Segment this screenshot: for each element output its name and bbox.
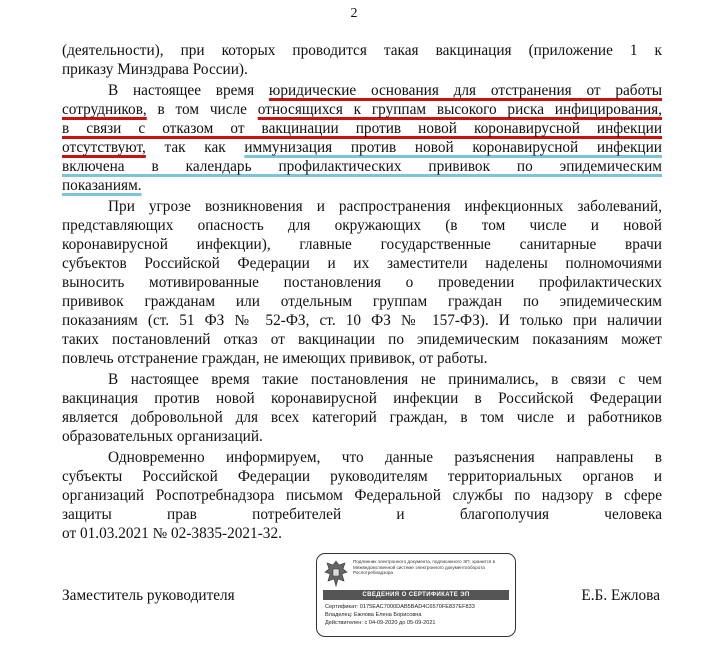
highlighted-text: иммунизация против новой коронавирусной инфекции [244, 139, 662, 156]
text-line: выносить мотивированные постановления о проведении профилактических [62, 274, 662, 291]
text-line: таких постановлений отказ от вакцинации по эпидемическим показаниям может [62, 331, 662, 348]
certificate-validity: Действителен: с 04-09-2020 до 05-09-2021 [325, 620, 436, 626]
highlighted-text: сотрудников, [62, 101, 147, 118]
text-line: защиты прав потребителей и благополучия человека [62, 506, 662, 523]
signatory-title: Заместитель руководителя [62, 587, 235, 604]
text-line [62, 158, 662, 176]
text-line: от 01.03.2021 № 02-3835-2021-32. [62, 525, 282, 542]
highlighted-text: отсутствуют, [62, 139, 146, 156]
text-line: повлечь отстранение граждан, не имеющих прививок, от работы. [62, 350, 488, 367]
highlighted-text: включена в календарь профилактических прививок по эпидемическим [62, 158, 662, 175]
electronic-signature-stamp [316, 553, 516, 637]
text-line: Одновременно информируем, что данные разъяснения направлены в [108, 449, 662, 466]
highlighted-text: показаниям. [62, 177, 142, 194]
page-number: 2 [350, 6, 358, 21]
text-line [62, 120, 662, 138]
highlighted-text: относящихся к группам высокого риска инфицирования, [257, 101, 662, 118]
text-line [62, 139, 662, 157]
text-line: приказу Минздрава России). [62, 61, 248, 78]
text-line: показаниям (ст. 51 ФЗ № 52-ФЗ, ст. 10 ФЗ № 157-ФЗ). И только при наличии [62, 312, 662, 329]
text-line: коронавирусной инфекции), главные государственные санитарные врачи [62, 236, 662, 253]
highlighted-text: юридические основания для отстранения от работы [268, 82, 662, 99]
highlighted-text: в связи с отказом от вакцинации против новой коронавирусной инфекции [62, 120, 662, 137]
text-line [108, 82, 662, 100]
coat-of-arms-icon [323, 559, 349, 589]
text-line: В настоящее время такие постановления не принимались, в связи с чем [108, 371, 662, 388]
text-line: вакцинация против новой коронавирусной инфекции в Российской Федерации [62, 390, 662, 407]
text-line [62, 177, 662, 195]
text-line: организаций Роспотребнадзора письмом Федеральной службы по надзору в сфере [62, 487, 662, 504]
text-line: образовательных организаций. [62, 428, 263, 445]
text-fragment: В настоящее время [108, 82, 269, 99]
text-fragment: так как [145, 139, 245, 156]
stamp-title-bar: СВЕДЕНИЯ О СЕРТИФИКАТЕ ЭП [323, 590, 509, 600]
text-line: При угрозе возникновения и распространения инфекционных заболеваний, [108, 198, 662, 215]
text-line [62, 101, 662, 119]
text-line: субъектов Российской Федерации и их заместители наделены полномочиями [62, 255, 662, 272]
text-fragment: в том числе [146, 101, 258, 118]
text-line: прививок гражданам или отдельным группам граждан по эпидемическим [62, 293, 662, 310]
text-line: представляющих опасность для окружающих (в том числе и новой [62, 217, 662, 234]
certificate-number: Сертификат: 0175EAC7000DAB5BAD4C6570FE837EF833 [325, 604, 475, 610]
text-line: (деятельности), при которых проводится такая вакцинация (приложение 1 к [62, 42, 662, 59]
certificate-owner: Владелец: Ежлова Елена Борисовна [325, 612, 422, 618]
stamp-header: Подлинник электронного документа, подписанного ЭП, хранится в Межведомственной системе электронного документооборота Роспотребнадзора [353, 559, 496, 576]
text-line: является добровольной для всех категорий граждан, в том числе и работников [62, 409, 662, 426]
text-line: субъекты Российской Федерации руководителям территориальных органов и [62, 468, 662, 485]
signatory-name: Е.Б. Ежлова [581, 587, 660, 604]
